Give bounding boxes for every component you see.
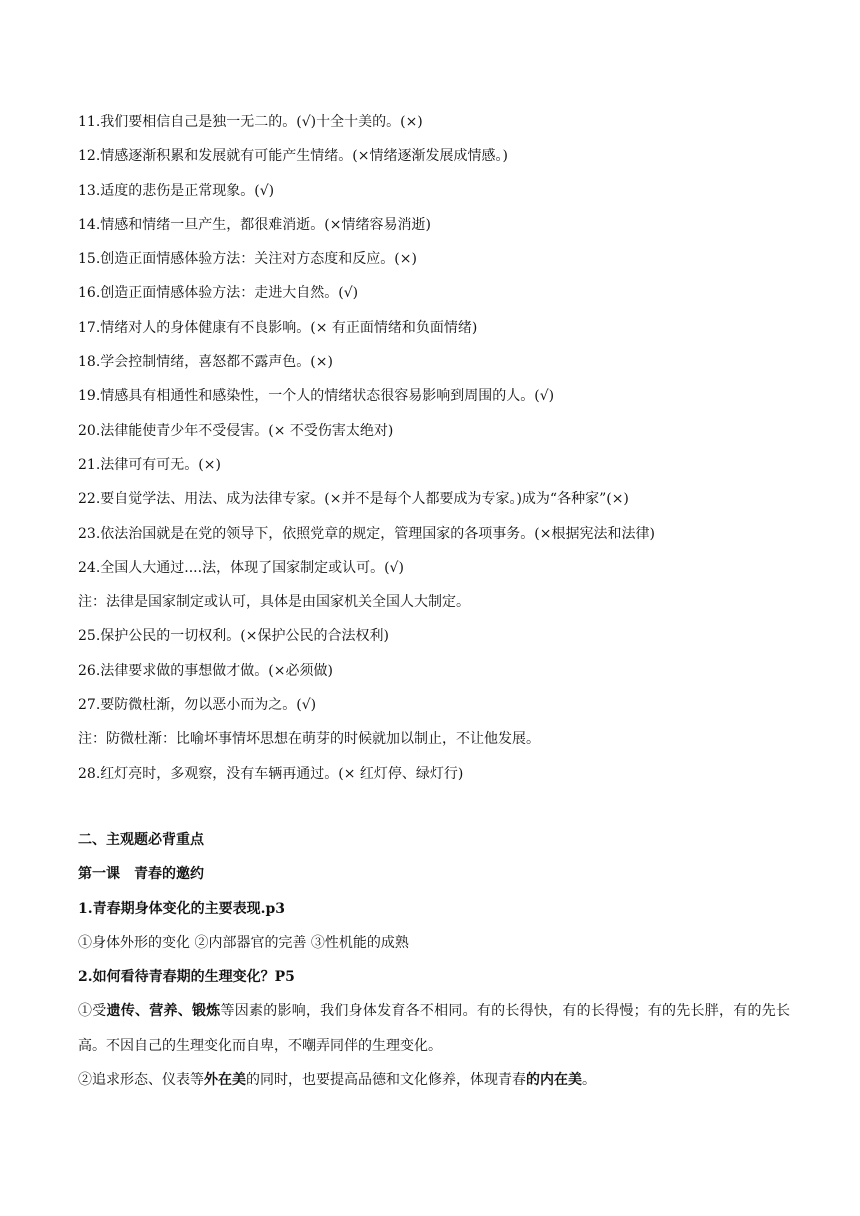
judgment-item: 21.法律可有可无。(×) <box>78 456 221 473</box>
judgment-item: 26.法律要求做的事想做才做。(×必须做) <box>78 662 333 679</box>
judgment-item: 13.适度的悲伤是正常现象。(√) <box>78 182 275 199</box>
judgment-item: 28.红灯亮时，多观察，没有车辆再通过。(× 红灯停、绿灯行) <box>78 765 464 782</box>
judgment-item: 23.依法治国就是在党的领导下，依照党章的规定，管理国家的各项事务。(×根据宪法和法律) <box>78 525 655 542</box>
answer-text: 的同时，也要提高品德和文化修养，体现青春 <box>246 1072 526 1089</box>
judgment-item: 22.要自觉学法、用法、成为法律专家。(×并不是每个人都要成为专家。)成为“各种家”(×) <box>78 491 629 508</box>
answer-paragraph <box>78 994 790 1063</box>
judgment-item: 25.保护公民的一切权利。(×保护公民的合法权利) <box>78 628 389 645</box>
judgment-item: 16.创造正面情感体验方法：走进大自然。(√) <box>78 285 359 302</box>
answer-text: 等因素的影响，我们身体发育各不相同。有的长得快，有的长得慢；有的先长胖，有的先长高。不因自己的生理变化而自卑，不嘲弄同伴的生理变化。 <box>78 1003 791 1054</box>
lesson-title: 第一课 青春的邀约 <box>78 866 204 883</box>
judgment-item: 24.全国人大通过....法，体现了国家制定或认可。(√) <box>78 559 404 576</box>
judgment-item: 19.情感具有相通性和感染性，一个人的情绪状态很容易影响到周围的人。(√) <box>78 388 555 405</box>
answer-keyword: 遗传、营养、锻炼 <box>106 1003 221 1020</box>
judgment-list <box>78 105 790 791</box>
answer-text: ①受 <box>78 1003 107 1020</box>
subjective-section <box>78 823 790 1097</box>
judgment-item: 11.我们要相信自己是独一无二的。(√)十全十美的。(×) <box>78 114 423 130</box>
answer-keyword: 的内在美 <box>526 1072 582 1089</box>
judgment-item: 27.要防微杜渐，勿以恶小而为之。(√) <box>78 697 317 714</box>
judgment-note: 注：法律是国家制定或认可，具体是由国家机关全国人大制定。 <box>78 594 470 611</box>
section-gap <box>78 791 790 823</box>
question-title: 1.青春期身体变化的主要表现.p3 <box>78 900 286 917</box>
answer-keyword: 外在美 <box>204 1072 246 1089</box>
judgment-item: 15.创造正面情感体验方法：关注对方态度和反应。(×) <box>78 251 417 268</box>
judgment-item: 14.情感和情绪一旦产生，都很难消逝。(×情绪容易消逝) <box>78 216 431 233</box>
judgment-note: 注：防微杜渐：比喻坏事情坏思想在萌芽的时候就加以制止，不让他发展。 <box>78 731 540 748</box>
answer-text: 。 <box>582 1072 596 1089</box>
answer-text: ②追求形态、仪表等 <box>78 1072 204 1089</box>
question-answer: ①身体外形的变化 ②内部器官的完善 ③性机能的成熟 <box>78 934 409 951</box>
answer-paragraph <box>78 1063 790 1097</box>
judgment-item: 20.法律能使青少年不受侵害。(× 不受伤害太绝对) <box>78 422 394 439</box>
question-title: 2.如何看待青春期的生理变化？P5 <box>78 969 295 986</box>
document-page <box>78 105 790 1097</box>
judgment-item: 18.学会控制情绪，喜怒都不露声色。(×) <box>78 354 333 371</box>
judgment-item: 17.情绪对人的身体健康有不良影响。(× 有正面情绪和负面情绪) <box>78 319 478 336</box>
section-heading: 二、主观题必背重点 <box>78 831 204 848</box>
judgment-item: 12.情感逐渐积累和发展就有可能产生情绪。(×情绪逐渐发展成情感。) <box>78 148 508 165</box>
